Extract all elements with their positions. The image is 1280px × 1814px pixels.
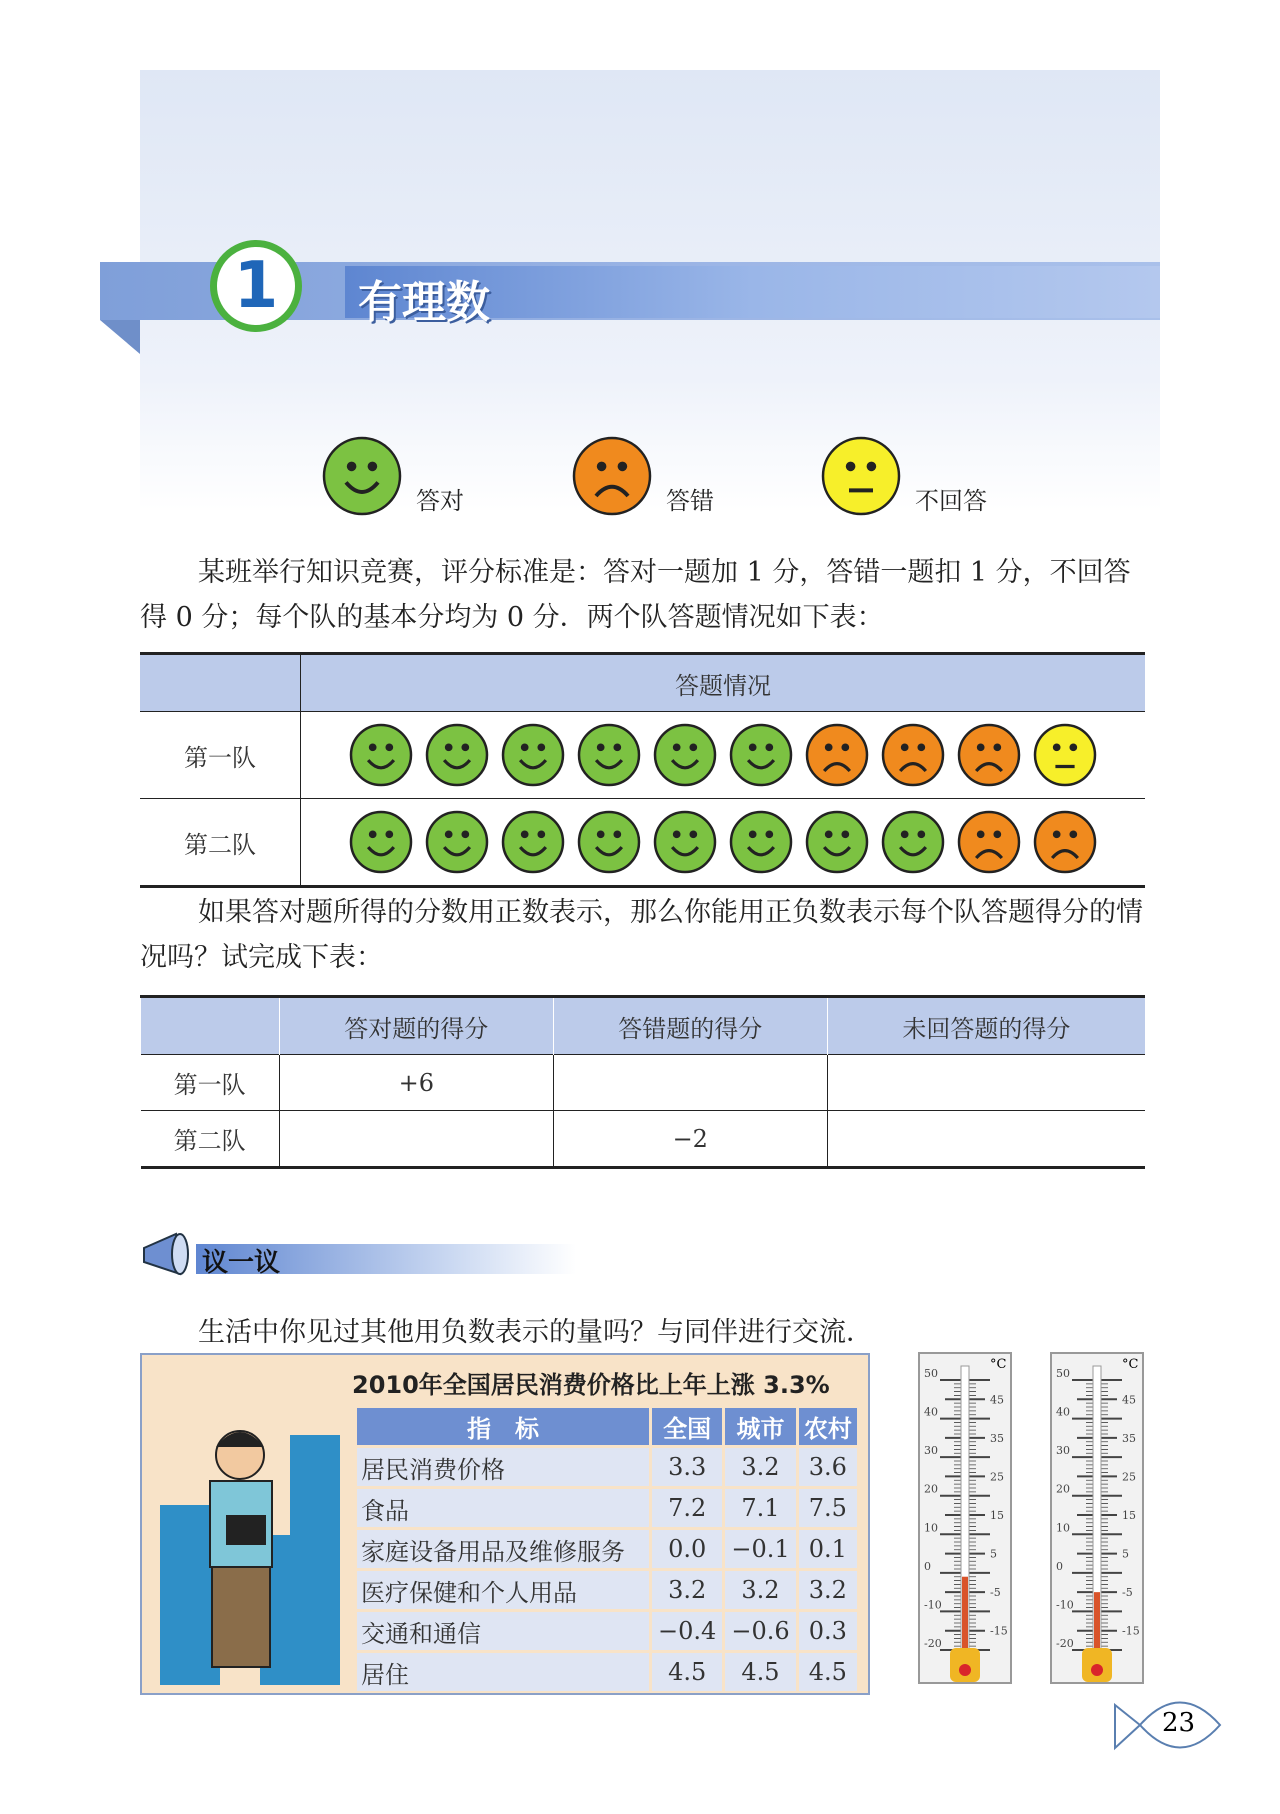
scale-label: 20 <box>924 1482 938 1496</box>
scale-label: -10 <box>924 1598 942 1612</box>
scale-label: 25 <box>990 1470 1004 1484</box>
unit-label: °C <box>990 1357 1007 1372</box>
scale-label: -20 <box>1056 1637 1074 1650</box>
scale-label: 0 <box>1056 1559 1063 1573</box>
sad-face-icon <box>1033 810 1097 874</box>
cpi-cell: 3.2 <box>799 1571 857 1609</box>
scale-label: 45 <box>1122 1393 1136 1407</box>
page-number-badge <box>1110 1690 1230 1760</box>
sad-face-icon <box>957 810 1021 874</box>
sad-face-icon <box>957 723 1021 787</box>
score-header: 未回答题的得分 <box>827 997 1145 1055</box>
cpi-cell: 家庭设备用品及维修服务 <box>357 1530 649 1568</box>
happy-face-icon <box>729 810 793 874</box>
score-header: 答错题的得分 <box>553 997 827 1055</box>
scale-label: 40 <box>924 1405 938 1419</box>
scale-label: 40 <box>1056 1405 1070 1419</box>
scale-label: 30 <box>924 1444 938 1458</box>
happy-face-icon <box>322 436 402 516</box>
cpi-row <box>357 1571 857 1609</box>
cpi-cell: 4.5 <box>799 1653 857 1691</box>
page-number: 23 <box>1162 1708 1196 1738</box>
happy-face-icon <box>501 723 565 787</box>
score-cell[interactable] <box>827 1111 1145 1168</box>
happy-face-icon <box>425 810 489 874</box>
score-cell: 第二队 <box>141 1111 280 1168</box>
scale-label: 50 <box>1056 1367 1070 1380</box>
megaphone-icon <box>136 1230 196 1280</box>
scale-label: -15 <box>990 1624 1008 1638</box>
happy-face-icon <box>577 723 641 787</box>
happy-face-icon <box>425 723 489 787</box>
score-table <box>140 995 1145 1169</box>
cpi-header: 农村 <box>799 1408 857 1445</box>
scale-label: 45 <box>990 1393 1004 1407</box>
scale-label: 20 <box>1056 1482 1070 1496</box>
answer-header: 答题情况 <box>301 654 1146 712</box>
section-title: 有理数 <box>358 277 490 328</box>
cpi-row <box>357 1530 857 1568</box>
discuss-heading <box>136 1230 576 1280</box>
cpi-cell: −0.1 <box>725 1530 795 1568</box>
legend-label: 答错 <box>666 487 714 515</box>
cpi-cell: 3.6 <box>799 1448 857 1486</box>
cpi-panel <box>140 1353 870 1695</box>
scale-label: 10 <box>924 1521 938 1535</box>
corner-cell <box>140 654 301 712</box>
happy-face-icon <box>349 723 413 787</box>
cpi-row <box>357 1653 857 1691</box>
scale-label: 0 <box>924 1559 931 1573</box>
legend-item <box>815 436 987 516</box>
scale-label: 5 <box>990 1547 997 1561</box>
cpi-cell: 3.2 <box>725 1448 795 1486</box>
cpi-cell: 7.1 <box>725 1489 795 1527</box>
score-cell: 第一队 <box>141 1055 280 1111</box>
scale-label: 25 <box>1122 1470 1136 1484</box>
cpi-table <box>354 1405 860 1694</box>
happy-face-icon <box>577 810 641 874</box>
mercury-column <box>1094 1592 1100 1656</box>
cpi-cell: 3.2 <box>725 1571 795 1609</box>
cpi-cell: 3.3 <box>652 1448 722 1486</box>
unit-label: °C <box>1122 1357 1139 1372</box>
cpi-cell: 0.0 <box>652 1530 722 1568</box>
cpi-cell: −0.6 <box>725 1612 795 1650</box>
score-cell[interactable]: +6 <box>279 1055 553 1111</box>
scale-label: -5 <box>990 1586 1001 1600</box>
neutral-face-icon <box>1033 723 1097 787</box>
legend-item <box>566 436 714 516</box>
cpi-cell: 0.3 <box>799 1612 857 1650</box>
scale-label: 35 <box>1122 1431 1136 1445</box>
cpi-cell: 4.5 <box>725 1653 795 1691</box>
legend-item <box>316 436 464 516</box>
scale-label: 35 <box>990 1431 1004 1445</box>
scale-label: 50 <box>924 1367 938 1380</box>
section-number: 1 <box>210 240 302 332</box>
happy-face-icon <box>349 810 413 874</box>
cpi-cell: 交通和通信 <box>357 1612 649 1650</box>
cpi-cell: 0.1 <box>799 1530 857 1568</box>
scale-label: 15 <box>990 1509 1004 1522</box>
team-label: 第二队 <box>140 799 301 887</box>
thermometer <box>1050 1352 1144 1684</box>
score-cell[interactable] <box>279 1111 553 1168</box>
cpi-row <box>357 1448 857 1486</box>
cpi-cell: 医疗保健和个人用品 <box>357 1571 649 1609</box>
score-cell[interactable] <box>827 1055 1145 1111</box>
happy-face-icon <box>653 723 717 787</box>
cpi-header: 城市 <box>725 1408 795 1445</box>
cpi-cell: 食品 <box>357 1489 649 1527</box>
intro-paragraph: 某班举行知识竞赛，评分标准是：答对一题加 1 分，答错一题扣 1 分，不回答得 0 分；每个队的基本分均为 0 分．两个队答题情况如下表： <box>140 557 1131 633</box>
faces-row <box>301 799 1146 887</box>
score-header: 答对题的得分 <box>279 997 553 1055</box>
cpi-row <box>357 1489 857 1527</box>
cpi-cell: 居住 <box>357 1653 649 1691</box>
legend-label: 不回答 <box>915 487 987 515</box>
scale-label: 30 <box>1056 1444 1070 1458</box>
discuss-label: 议一议 <box>202 1248 281 1278</box>
cpi-cell: 7.5 <box>799 1489 857 1527</box>
scale-label: 10 <box>1056 1521 1070 1535</box>
cpi-row <box>357 1612 857 1650</box>
score-cell[interactable]: −2 <box>553 1111 827 1168</box>
scale-label: -20 <box>924 1637 942 1650</box>
question-paragraph: 如果答对题所得的分数用正数表示，那么你能用正负数表示每个队答题得分的情况吗？试完成下表： <box>140 897 1143 973</box>
scale-label: -5 <box>1122 1586 1133 1600</box>
happy-face-icon <box>881 810 945 874</box>
cpi-cell: 居民消费价格 <box>357 1448 649 1486</box>
happy-face-icon <box>805 810 869 874</box>
neutral-face-icon <box>821 436 901 516</box>
cpi-cell: 4.5 <box>652 1653 722 1691</box>
happy-face-icon <box>729 723 793 787</box>
band-tail <box>100 320 140 354</box>
cpi-header: 指 标 <box>357 1408 649 1445</box>
happy-face-icon <box>653 810 717 874</box>
team-label: 第一队 <box>140 712 301 799</box>
sad-face-icon <box>881 723 945 787</box>
cpi-title: 2010年全国居民消费价格比上年上涨 3.3% <box>352 1371 830 1399</box>
faces-row <box>301 712 1146 799</box>
cpi-cell: −0.4 <box>652 1612 722 1650</box>
sad-face-icon <box>805 723 869 787</box>
man-with-buildings-illustration <box>150 1395 350 1691</box>
score-cell[interactable] <box>553 1055 827 1111</box>
sad-face-icon <box>572 436 652 516</box>
discuss-text: 生活中你见过其他用负数表示的量吗？与同伴进行交流． <box>198 1317 873 1348</box>
cpi-header: 全国 <box>652 1408 722 1445</box>
legend-label: 答对 <box>416 487 464 515</box>
thermometer <box>918 1352 1012 1684</box>
answer-table <box>140 652 1145 888</box>
score-header <box>141 997 280 1055</box>
scale-label: -10 <box>1056 1598 1074 1612</box>
cpi-cell: 7.2 <box>652 1489 722 1527</box>
happy-face-icon <box>501 810 565 874</box>
mercury-column <box>962 1577 968 1656</box>
scale-label: -15 <box>1122 1624 1140 1638</box>
scale-label: 15 <box>1122 1509 1136 1522</box>
scale-label: 5 <box>1122 1547 1129 1561</box>
cpi-cell: 3.2 <box>652 1571 722 1609</box>
